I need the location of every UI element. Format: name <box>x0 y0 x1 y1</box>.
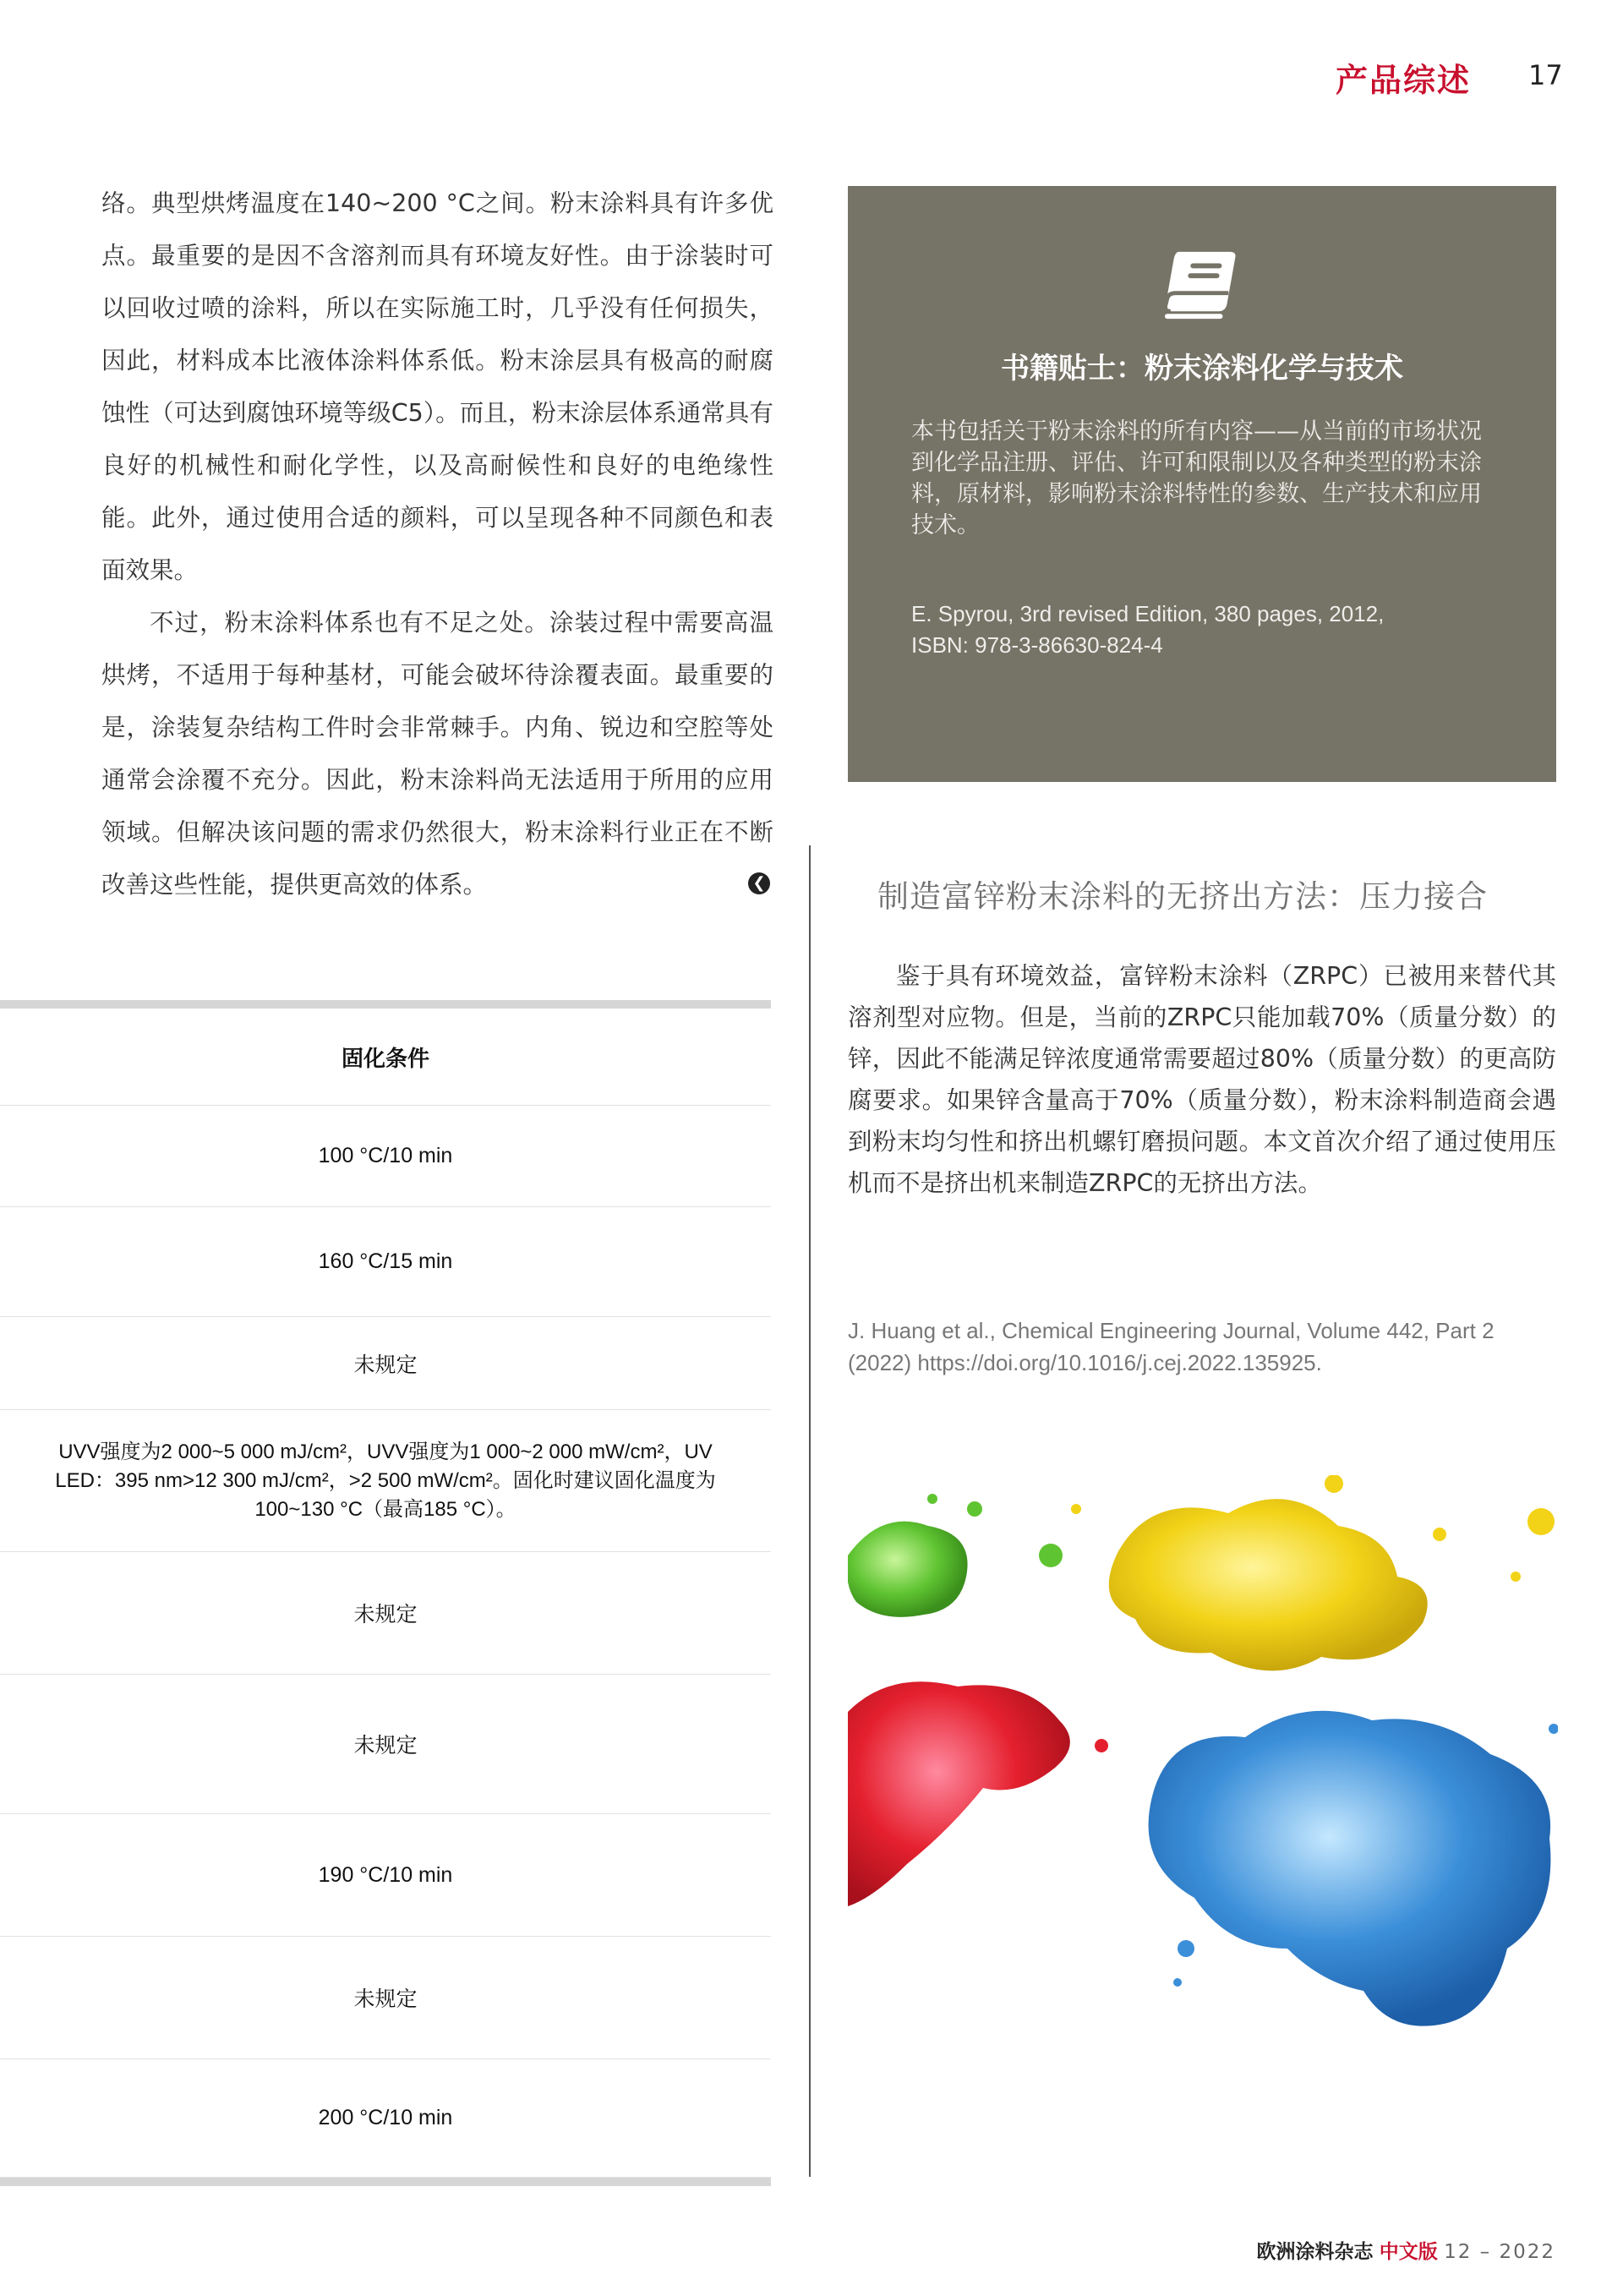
table-header-curing-conditions: 固化条件 <box>0 1009 771 1106</box>
table-bottom-rule <box>0 2178 771 2186</box>
end-of-article-icon: ❮ <box>748 872 770 894</box>
column-divider <box>809 845 811 2177</box>
book-tip-reference <box>911 599 1520 661</box>
book-icon <box>1161 245 1243 321</box>
left-paragraph-2: 不过，粉末涂料体系也有不足之处。涂装过程中需要高温烘烤，不适用于每种基材，可能会破坏待涂覆表面。最重要的是，涂装复杂结构工件时会非常棘手。内角、锐边和空腔等处通常会涂覆不充分。因此，粉末涂料尚无法适用于所用的应用领域。但解决该问题的需求仍然很大，粉末涂料行业正在不断改善这些性能，提供更高效的体系。 <box>101 609 773 899</box>
table-top-rule <box>0 1000 771 1009</box>
paint-splash-image <box>848 1475 1558 2033</box>
table-row: 100 °C/10 min <box>0 1106 771 1207</box>
green-paint-splash <box>848 1522 968 1617</box>
table-row: 未规定 <box>0 1675 771 1814</box>
left-body-text <box>101 178 773 911</box>
book-tip-description: 本书包括关于粉末涂料的所有内容——从当前的市场状况到化学品注册、评估、许可和限制以及各种类型的粉末涂料，原材料，影响粉末涂料特性的参数、生产技术和应用技术。 <box>911 418 1482 538</box>
section-title: 产品综述 <box>1336 62 1472 99</box>
book-isbn-line: ISBN: 978-3-86630-824-4 <box>911 632 1163 658</box>
yellow-paint-splash <box>1109 1499 1428 1670</box>
article-body: 鉴于具有环境效益，富锌粉末涂料（ZRPC）已被用来替代其溶剂型对应物。但是，当前的ZRPC只能加载70%（质量分数）的锌，因此不能满足锌浓度通常需要超过80%（质量分数）的更高防腐要求。如果锌含量高于70%（质量分数），粉末涂料制造商会遇到粉末均匀性和挤出机螺钉磨损问题。本文首次介绍了通过使用压机而不是挤出机来制造ZRPC的无挤出方法。 <box>848 962 1556 1197</box>
table-row: 200 °C/10 min <box>0 2059 771 2178</box>
page-number: 17 <box>1528 59 1563 91</box>
table-row: 160 °C/15 min <box>0 1207 771 1317</box>
book-tip-title: 书籍贴士：粉末涂料化学与技术 <box>1001 352 1403 385</box>
book-reference-line: E. Spyrou, 3rd revised Edition, 380 pages, 2012, <box>911 601 1385 626</box>
article-title: 制造富锌粉末涂料的无挤出方法：压力接合 <box>877 878 1488 915</box>
blue-paint-splash <box>1149 1711 1551 2026</box>
table-row: 190 °C/10 min <box>0 1814 771 1937</box>
table-row: 未规定 <box>0 1317 771 1410</box>
curing-conditions-table <box>0 1000 771 2186</box>
footer-edition: 中文版 <box>1379 2241 1438 2263</box>
table-row: 未规定 <box>0 1937 771 2059</box>
footer-magazine-name: 欧洲涂料杂志 <box>1256 2241 1374 2263</box>
page-footer <box>1256 2236 1555 2264</box>
article-reference: J. Huang et al., Chemical Engineering Journal, Volume 442, Part 2 (2022) https://doi.org/10.1016/j.cej.2022.135925. <box>848 1318 1495 1375</box>
footer-issue: 12 – 2022 <box>1444 2241 1555 2263</box>
left-paragraph-1: 络。典型烘烤温度在140~200 °C之间。粉末涂料具有许多优点。最重要的是因不含溶剂而具有环境友好性。由于涂装时可以回收过喷的涂料，所以在实际施工时，几乎没有任何损失，因此，材料成本比液体涂料体系低。粉末涂层具有极高的耐腐蚀性（可达到腐蚀环境等级C5）。而且，粉末涂层体系通常具有良好的机械性和耐化学性，以及高耐候性和良好的电绝缘性能。此外，通过使用合适的颜料，可以呈现各种不同颜色和表面效果。 <box>101 189 773 584</box>
table-row: 未规定 <box>0 1552 771 1675</box>
red-paint-splash <box>848 1681 1070 1906</box>
table-row: UVV强度为2 000~5 000 mJ/cm²，UVV强度为1 000~2 000 mW/cm²，UV LED：395 nm>12 300 mJ/cm²，>2 500 mW/cm²。固化时建议固化温度为100~130 °C（最高185 °C）。 <box>0 1410 771 1552</box>
book-tip-box <box>848 186 1556 782</box>
